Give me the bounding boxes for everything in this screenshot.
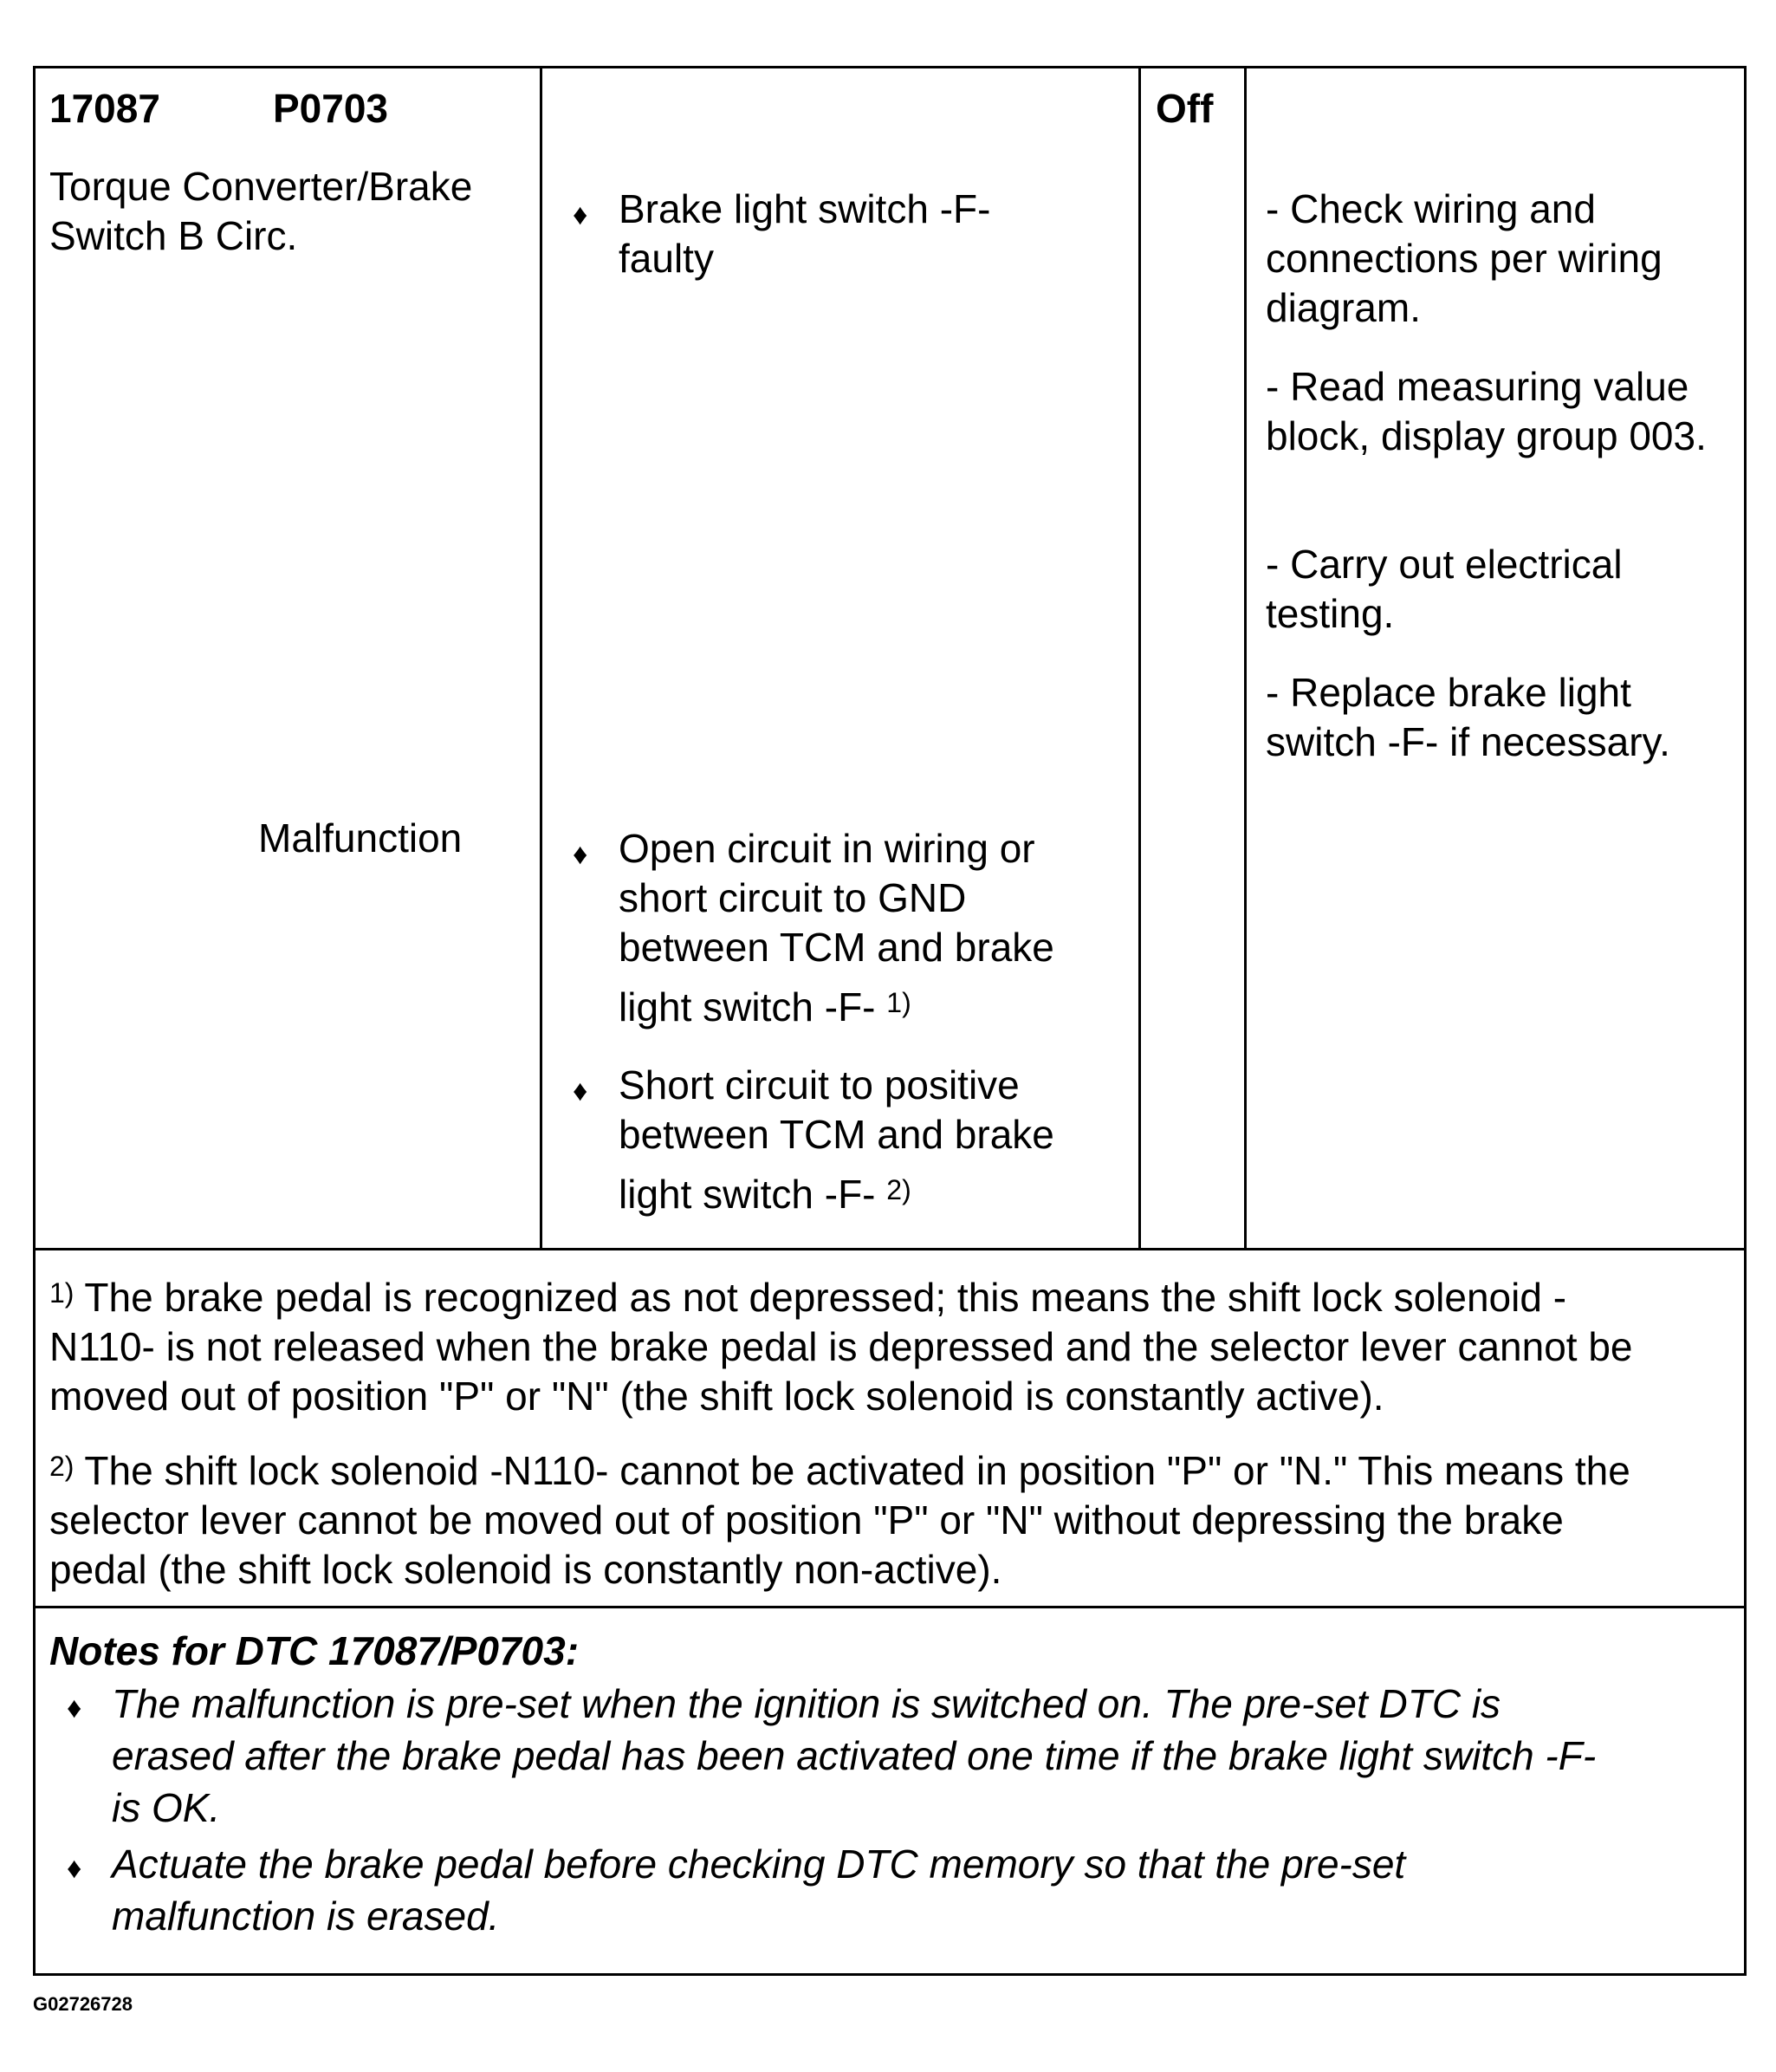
- footnote-mark: 2): [49, 1451, 75, 1482]
- malfunction-label: Malfunction: [258, 815, 463, 861]
- diamond-bullet-icon: ♦: [573, 198, 588, 231]
- note-line: is OK.: [112, 1785, 221, 1830]
- cause-line: Short circuit to positive: [619, 1062, 1020, 1107]
- repair-line: block, display group 003.: [1266, 413, 1707, 458]
- note-line: malfunction is erased.: [112, 1893, 500, 1939]
- repair-line: connections per wiring: [1266, 236, 1663, 281]
- cause-line: between TCM and brake: [619, 925, 1054, 970]
- diamond-bullet-icon: ♦: [573, 1075, 588, 1107]
- footnote-line: pedal (the shift lock solenoid is constantly non-active).: [49, 1547, 1002, 1592]
- row-divider: [36, 1606, 1744, 1608]
- column-divider: [1244, 68, 1247, 1250]
- cause-line: [619, 1170, 911, 1219]
- dtc-table: [33, 66, 1747, 1976]
- footnote-line: [49, 1446, 1630, 1496]
- cause-line: short circuit to GND: [619, 875, 967, 920]
- footnote-line: N110- is not released when the brake pedal is depressed and the selector lever cannot be: [49, 1324, 1633, 1369]
- cause-line: [619, 983, 911, 1032]
- footnote-line: [49, 1273, 1566, 1322]
- repair-line: - Read measuring value: [1266, 364, 1689, 409]
- notes-title: Notes for DTC 17087/P0703:: [49, 1628, 580, 1673]
- graphic-code: G02726728: [33, 1993, 133, 2015]
- row-divider: [36, 1248, 1744, 1250]
- dtc-name-line: Torque Converter/Brake: [49, 164, 473, 209]
- footnote-ref: 2): [886, 1174, 911, 1205]
- column-divider: [1138, 68, 1141, 1250]
- diamond-bullet-icon: ♦: [573, 838, 588, 871]
- cause-line: Brake light switch -F-: [619, 186, 991, 231]
- repair-line: diagram.: [1266, 285, 1421, 330]
- dtc-name-line: Switch B Circ.: [49, 213, 298, 258]
- repair-line: testing.: [1266, 591, 1395, 636]
- vag-code: 17087: [49, 86, 160, 131]
- footnote-line: selector lever cannot be moved out of position "P" or "N" without depressing the brake: [49, 1497, 1564, 1543]
- cause-text: light switch -F-: [619, 984, 876, 1030]
- note-line: erased after the brake pedal has been activated one time if the brake light switch -F-: [112, 1733, 1597, 1778]
- footnote-line: moved out of position "P" or "N" (the shift lock solenoid is constantly active).: [49, 1374, 1384, 1419]
- cause-line: faulty: [619, 236, 714, 281]
- column-divider: [540, 68, 542, 1250]
- footnote-mark: 1): [49, 1277, 75, 1309]
- mil-status: Off: [1156, 86, 1214, 131]
- note-line: The malfunction is pre-set when the ignition is switched on. The pre-set DTC is: [112, 1681, 1501, 1726]
- diamond-bullet-icon: ♦: [67, 1852, 82, 1885]
- footnote-ref: 1): [886, 987, 911, 1018]
- obd-code: P0703: [273, 86, 389, 131]
- repair-line: switch -F- if necessary.: [1266, 719, 1670, 764]
- cause-line: between TCM and brake: [619, 1112, 1054, 1157]
- repair-line: - Carry out electrical: [1266, 542, 1623, 587]
- repair-line: - Replace brake light: [1266, 670, 1631, 715]
- note-line: Actuate the brake pedal before checking DTC memory so that the pre-set: [112, 1841, 1406, 1887]
- diamond-bullet-icon: ♦: [67, 1692, 82, 1725]
- footnote-text: The brake pedal is recognized as not depressed; this means the shift lock solenoid -: [84, 1275, 1567, 1320]
- footnote-text: The shift lock solenoid -N110- cannot be activated in position "P" or "N." This means the: [84, 1448, 1630, 1493]
- cause-line: Open circuit in wiring or: [619, 826, 1035, 871]
- repair-line: - Check wiring and: [1266, 186, 1596, 231]
- cause-text: light switch -F-: [619, 1172, 876, 1217]
